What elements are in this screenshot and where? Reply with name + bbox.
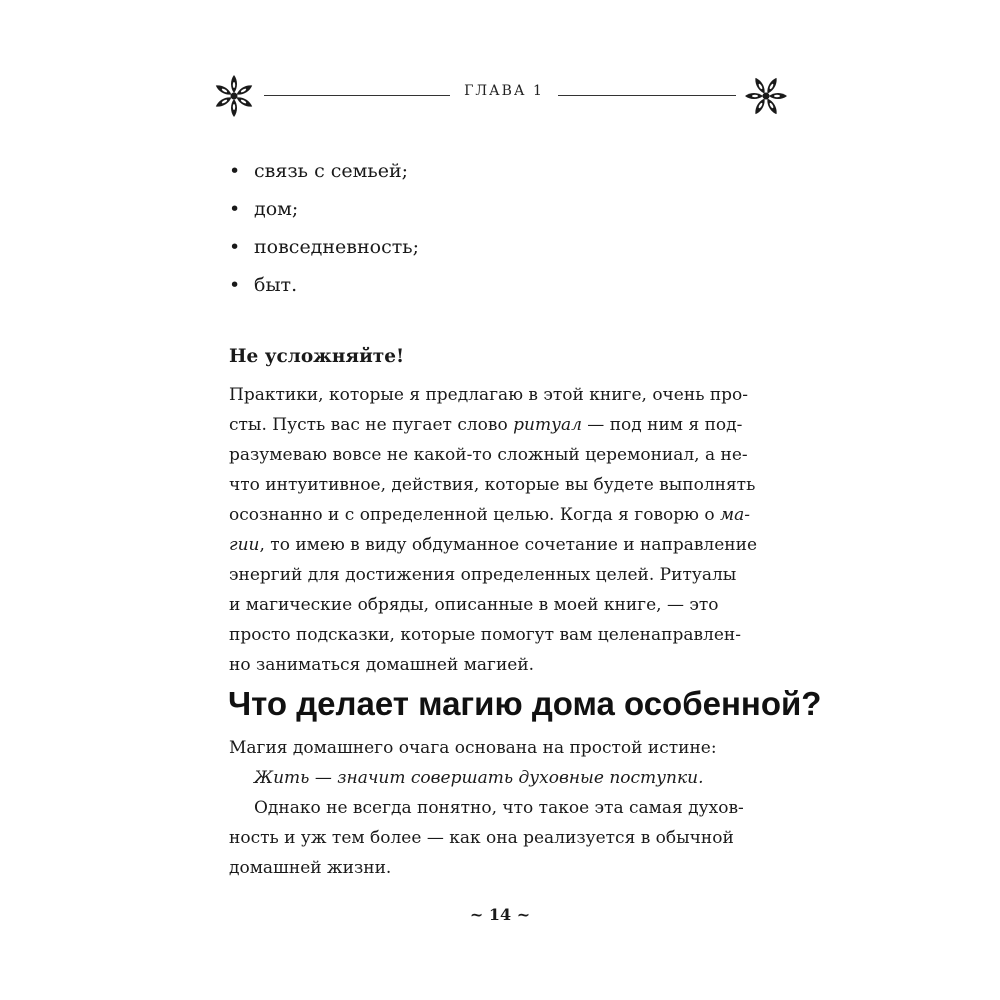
- list-item-text: быт.: [254, 274, 298, 296]
- section-subheading: Не усложняйте!: [229, 346, 405, 367]
- text-run: Магия домашнего очага основана на простой истине:: [229, 738, 717, 758]
- chapter-label: ГЛАВА 1: [464, 83, 544, 99]
- text-run: но заниматься домашней магией.: [229, 655, 535, 675]
- text-line: [229, 733, 744, 763]
- header-rule-right: [558, 95, 736, 96]
- text-run: и магические обряды, описанные в моей книге, — это: [229, 595, 719, 615]
- italic-text: ма-: [719, 505, 750, 525]
- text-run: разумеваю вовсе не какой-то сложный церемониал, а не-: [229, 445, 748, 465]
- text-run: просто подсказки, которые помогут вам целенаправлен-: [229, 625, 741, 645]
- text-line: [229, 560, 757, 590]
- text-run: что интуитивное, действия, которые вы будете выполнять: [229, 475, 756, 495]
- text-line: [229, 650, 757, 680]
- text-run: сты. Пусть вас не пугает слово: [229, 415, 514, 435]
- text-line: [229, 823, 744, 853]
- text-run: осознанно и с определенной целью. Когда я говорю о: [229, 505, 720, 525]
- star-anise-icon: [212, 74, 256, 118]
- star-anise-icon: [744, 74, 788, 118]
- header-rule-left: [264, 95, 450, 96]
- text-line: [229, 440, 757, 470]
- bullet-dot: •: [229, 274, 241, 296]
- bullet-dot: •: [229, 160, 241, 182]
- text-run: , то имею в виду обдуманное сочетание и направление: [259, 535, 757, 555]
- text-line: [229, 380, 757, 410]
- text-run: — под ним я под-: [581, 415, 743, 435]
- section-heading: Что делает магию дома особенной?: [228, 685, 822, 722]
- text-line: [229, 853, 744, 883]
- text-line: [229, 500, 757, 530]
- text-run: ность и уж тем более — как она реализуется в обычной: [229, 828, 734, 848]
- italic-text: гии: [229, 535, 260, 555]
- paragraph-simplicity: [229, 380, 757, 680]
- text-line: [229, 410, 757, 440]
- text-run: энергий для достижения определенных целей. Ритуалы: [229, 565, 737, 585]
- text-run: Однако не всегда понятно, что такое эта самая духов-: [254, 798, 744, 818]
- list-item-text: дом;: [254, 198, 299, 220]
- text-line: [229, 590, 757, 620]
- italic-text: Жить — значит совершать духовные поступки.: [254, 768, 704, 788]
- bullet-dot: •: [229, 236, 241, 258]
- list-item-text: связь с семьей;: [254, 160, 409, 182]
- text-line: [229, 793, 744, 823]
- bullet-dot: •: [229, 198, 241, 220]
- paragraph-home-magic: [229, 733, 744, 883]
- page-number: ~ 14 ~: [469, 905, 531, 924]
- text-run: домашней жизни.: [229, 858, 392, 878]
- text-line: [229, 763, 744, 793]
- text-run: Практики, которые я предлагаю в этой книге, очень про-: [229, 385, 749, 405]
- italic-text: ритуал: [513, 415, 582, 435]
- running-header: [212, 74, 788, 118]
- text-line: [229, 530, 757, 560]
- list-item-text: повседневность;: [254, 236, 419, 258]
- text-line: [229, 620, 757, 650]
- text-line: [229, 470, 757, 500]
